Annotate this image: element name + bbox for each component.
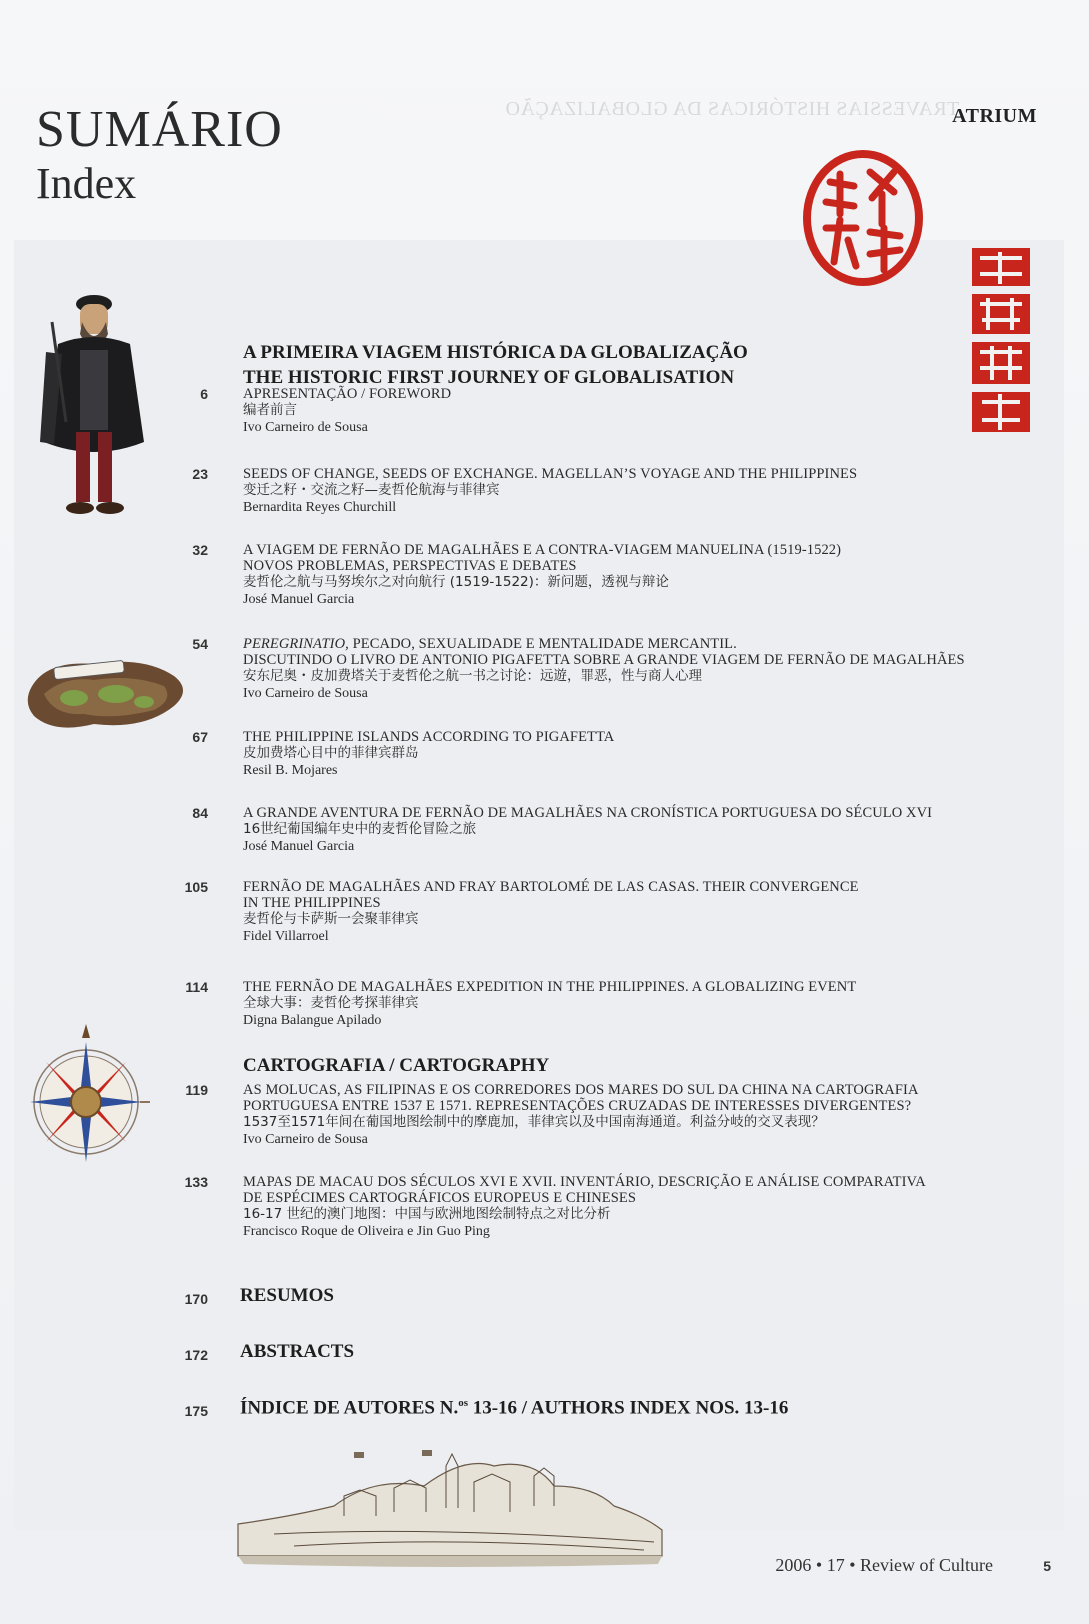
entry-author: Ivo Carneiro de Sousa [243,420,368,435]
entry-title: APRESENTAÇÃO / FOREWORD [243,386,452,402]
entry-title: PORTUGUESA ENTRE 1537 E 1571. REPRESENTAÇÕES CRUZADAS DE INTERESSES DIVERGENTES? [243,1098,912,1114]
entry-author: Francisco Roque de Oliveira e Jin Guo Ping [243,1224,490,1239]
entry-author: Resil B. Mojares [243,763,338,778]
entry-title-chinese: 安东尼奥・皮加费塔关于麦哲伦之航一书之讨论：远遊，罪恶，性与商人心理 [243,668,702,684]
intro-heading-en: THE HISTORIC FIRST JOURNEY OF GLOBALISATION [243,367,735,388]
entry-author: Ivo Carneiro de Sousa [243,686,368,701]
entry-title-chinese: 皮加费塔心目中的菲律宾群岛 [243,745,419,761]
entry-author: José Manuel Garcia [243,839,355,854]
toc-entry[interactable] [243,386,1043,437]
entry-title: NOVOS PROBLEMAS, PERSPECTIVAS E DEBATES [243,558,577,574]
entry-title: THE FERNÃO DE MAGALHÃES EXPEDITION IN THE PHILIPPINES. A GLOBALIZING EVENT [243,979,857,995]
entry-title-chinese: 麦哲伦之航与马努埃尔之对向航行 (1519-1522)：新问题，透视与辩论 [243,574,669,590]
entry-title: MAPAS DE MACAU DOS SÉCULOS XVI E XVII. INVENTÁRIO, DESCRIÇÃO E ANÁLISE COMPARATIVA [243,1174,926,1190]
town-engraving-illustration [234,1446,668,1576]
entry-page-number: 23 [192,466,208,482]
toc-entry[interactable] [243,729,1043,780]
entry-title-chinese: 编者前言 [243,402,297,418]
intro-section [243,340,1043,390]
entry-title: A GRANDE AVENTURA DE FERNÃO DE MAGALHÃES NA CRONÍSTICA PORTUGUESA DO SÉCULO XVI [243,805,933,821]
toc-entry[interactable] [243,636,1043,703]
round-seal-icon [796,144,930,300]
cartography-heading: CARTOGRAFIA / CARTOGRAPHY [243,1055,550,1076]
entry-page-number: 172 [184,1347,208,1363]
entry-title [243,636,1043,652]
authors-index-link[interactable] [240,1397,788,1419]
resumos-link[interactable]: RESUMOS [240,1285,334,1306]
entry-title: DE ESPÉCIMES CARTOGRÁFICOS EUROPEUS E CHINESES [243,1190,637,1206]
toc-entry[interactable] [243,542,1043,609]
entry-author: Fidel Villarroel [243,929,329,944]
entry-title-rest: PECADO, SEXUALIDADE E MENTALIDADE MERCANTIL. [348,636,737,652]
entry-page-number: 133 [184,1174,208,1190]
section-label: ATRIUM [952,105,1037,127]
toc-entry[interactable] [243,466,1043,517]
entry-page-number: 67 [192,729,208,745]
entry-page-number: 105 [184,879,208,895]
entry-author: Ivo Carneiro de Sousa [243,1132,368,1147]
island-map-illustration [24,650,194,740]
magellan-figure-illustration [36,292,152,532]
authors-index-label-pre: ÍNDICE DE AUTORES N. [240,1397,459,1419]
entry-page-number: 119 [185,1082,208,1098]
entry-author: Bernardita Reyes Churchill [243,500,397,515]
page-number: 5 [1043,1558,1051,1574]
toc-entry[interactable] [243,1174,1043,1241]
entry-title-chinese: 16-17 世纪的澳门地图：中国与欧洲地图绘制特点之对比分析 [243,1206,611,1222]
toc-entry[interactable] [243,979,1043,1030]
entry-page-number: 54 [192,636,208,652]
entry-author: Digna Balangue Apilado [243,1013,382,1028]
entry-page-number: 32 [192,542,208,558]
entry-title: A VIAGEM DE FERNÃO DE MAGALHÃES E A CONTRA-VIAGEM MANUELINA (1519-1522) [243,542,842,558]
entry-page-number: 175 [184,1403,208,1419]
compass-rose-icon [26,1020,152,1172]
bleed-through-text: TRAVESSIAS HISTÓRICAS DA GLOBALIZAÇÃO [505,98,960,120]
entry-title: SEEDS OF CHANGE, SEEDS OF EXCHANGE. MAGELLAN’S VOYAGE AND THE PHILIPPINES [243,466,858,482]
entry-title: IN THE PHILIPPINES [243,895,381,911]
page-subtitle: Index [36,159,137,208]
publication-footer: 2006 • 17 • Review of Culture [775,1555,993,1575]
abstracts-link[interactable]: ABSTRACTS [240,1341,355,1362]
entry-page-number: 114 [185,979,208,995]
page-title: SUMÁRIO [36,101,283,158]
intro-heading-pt: A PRIMEIRA VIAGEM HISTÓRICA DA GLOBALIZAÇÃO [243,342,748,363]
cartography-section [243,1053,1043,1078]
entry-title-chinese: 变迁之籽・交流之籽—麦哲伦航海与菲律宾 [243,482,500,498]
entry-title-chinese: 16世纪葡国编年史中的麦哲伦冒险之旅 [243,821,477,837]
entry-title: AS MOLUCAS, AS FILIPINAS E OS CORREDORES DOS MARES DO SUL DA CHINA NA CARTOGRAFIA [243,1082,919,1098]
entry-page-number: 170 [184,1291,208,1307]
entry-title: THE PHILIPPINE ISLANDS ACCORDING TO PIGAFETTA [243,729,615,745]
authors-index-label-sup: os [458,1397,468,1409]
toc-entry[interactable] [243,1082,1043,1149]
entry-title: FERNÃO DE MAGALHÃES AND FRAY BARTOLOMÉ DE LAS CASAS. THEIR CONVERGENCE [243,879,859,895]
entry-title-chinese: 麦哲伦与卡萨斯一会聚菲律宾 [243,911,419,927]
entry-page-number: 84 [192,805,208,821]
entry-title: DISCUTINDO O LIVRO DE ANTONIO PIGAFETTA SOBRE A GRANDE VIAGEM DE FERNÃO DE MAGALHÃES [243,652,965,668]
entry-title-chinese: 全球大事：麦哲伦考探菲律宾 [243,995,419,1011]
toc-entry[interactable] [243,805,1043,856]
toc-entry[interactable] [243,879,1043,946]
authors-index-label-post: 13-16 / AUTHORS INDEX NOS. 13-16 [467,1397,789,1419]
entry-title-italic: PEREGRINATIO, [243,636,349,652]
entry-title-chinese: 1537至1571年间在葡国地图绘制中的摩鹿加，菲律宾以及中国南海通道。利益分岐的交叉表现？ [243,1114,825,1130]
entry-author: José Manuel Garcia [243,592,355,607]
entry-page-number: 6 [200,386,208,402]
